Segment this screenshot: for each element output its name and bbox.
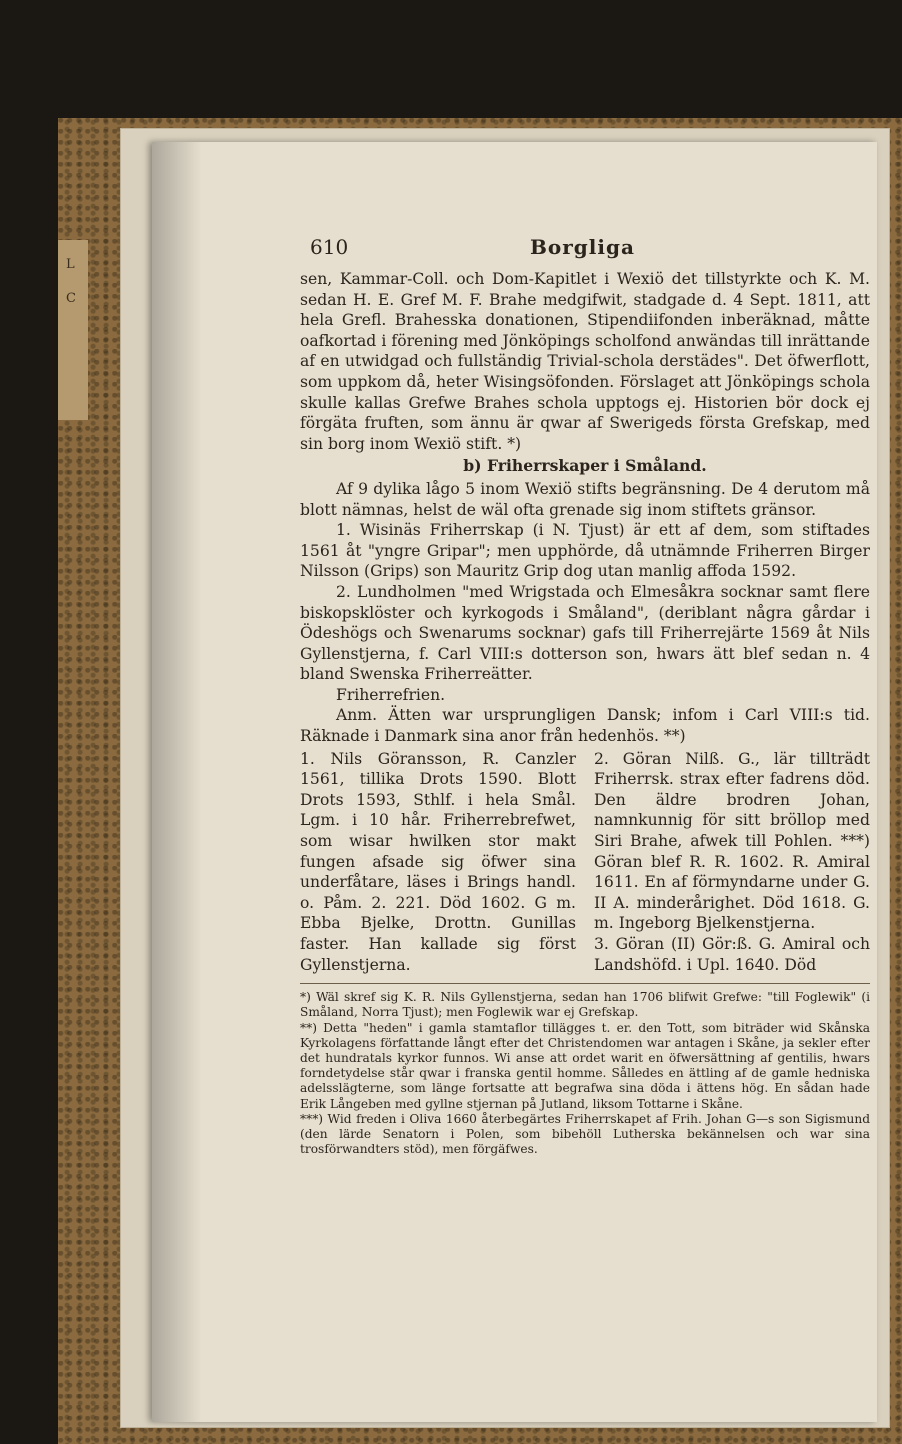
footnote: **) Detta "heden" i gamla stamtaflor tillägges t. er. den Tott, som biträder wid Skånska Kyrkolagens författande långt efter det Christendomen war antagen i Skåne, ja sekler efter det hundratals kyrkor funnos. Wi anse att ordet warit en öfwersättning af gentilis, hwars forndetydelse står qwar i franska gentil homme. Sålledes en ättling af de gamle hedniska adelsslägterne, som länge fortsatte att begrafwa sina döda i ättens hög. En sådan hade Erik Långeben med gyllne stjernan på Jutland, liksom Tottarne i Skåne. bbox=[300, 1020, 870, 1111]
paragraph: sen, Kammar-Coll. och Dom-Kapitlet i Wexiö det tillstyrkte och K. M. sedan H. E. Gref M. F. Brahe medgifwit, stadgade d. 4 Sept. 1811, att hela Grefl. Brahesska donationen, Stipendiifonden inberäknad, måtte oafkortad i förening med Jönköpings scholfond anwändas till inrättande af en utwidgad och fullständig Trivial-schola derstädes". Det öfwerflott, som uppkom då, heter Wisingsöfonden. Förslaget att Jönköpings schola skulle kallas Grefwe Brahes schola upptogs ej. Historien bör dock ej förgäta fruften, som ännu är qwar af Swerigeds första Grefskap, med sin borg inom Wexiö stift. *) bbox=[300, 270, 870, 453]
two-column-list bbox=[300, 749, 870, 976]
body-text bbox=[300, 269, 870, 1157]
footnote-rule bbox=[300, 983, 870, 984]
paragraph: Friherrefrien. bbox=[336, 685, 446, 704]
paragraph: Af 9 dylika lågo 5 inom Wexiö stifts begränsning. De 4 derutom må blott nämnas, helst de wäl ofta grenade sig inom stiftets gränsor. bbox=[300, 479, 870, 519]
column-right bbox=[594, 749, 870, 976]
footnote: *) Wäl skref sig K. R. Nils Gyllenstjerna, sedan han 1706 blifwit Grefwe: "till Foglewik" (i Småland, Norra Tjust); men Foglewik war ej Grefskap. bbox=[300, 990, 870, 1020]
column-left bbox=[300, 749, 576, 976]
list-item: 2. Göran Nilß. G., lär tillträdt Friherrsk. strax efter fadrens död. Den äldre brodren Johan, namnkunnig för sitt bröllop med Siri Brahe, afwek till Pohlen. ***) Göran blef R. R. 1602. R. Amiral 1611. En af förmyndarne under G. II A. minderårighet. Död 1618. G. m. Ingeborg Bjelkenstjerna. bbox=[594, 749, 870, 933]
page-header bbox=[300, 235, 870, 269]
list-item: 3. Göran (II) Gör:ß. G. Amiral och Landshöfd. i Upl. 1640. Död bbox=[594, 935, 870, 974]
running-head: Borgliga bbox=[530, 235, 635, 259]
gutter-shadow bbox=[152, 142, 202, 1422]
footnote: ***) Wid freden i Oliva 1660 återbegärtes Friherrskapet af Frih. Johan G—s son Sigismund (den lärde Senatorn i Polen, som bibehöll Lutherska bekännelsen och war sina trosförwandters stöd), men förgäfwes. bbox=[300, 1111, 870, 1157]
section-title: b) Friherrskaper i Småland. bbox=[463, 456, 707, 476]
paragraph: 1. Wisinäs Friherrskap (i N. Tjust) är ett af dem, som stiftades 1561 åt "yngre Gripar"; men upphörde, då utnämnde Friherren Birger Nilsson (Grips) son Mauritz Grip dog utan manlig affoda 1592. bbox=[300, 521, 870, 581]
page-text bbox=[300, 235, 870, 1157]
page-number: 610 bbox=[310, 235, 349, 259]
paragraph: 2. Lundholmen "med Wrigstada och Elmesåkra socknar samt flere biskopsklöster och kyrkogods i Småland", (deriblant några gårdar i Ödeshögs och Swenarums socknar) gafs till Friherrejärte 1569 åt Nils Gyllenstjerna, f. Carl VIII:s dotterson son, hwars ätt blef sedan n. 4 bland Swenska Friherreätter. bbox=[300, 582, 870, 684]
paragraph: Anm. Ätten war ursprungligen Dansk; infom i Carl VIII:s tid. Räknade i Danmark sina anor från hedenhös. **) bbox=[300, 706, 870, 746]
spine-label bbox=[58, 240, 88, 420]
list-item: 1. Nils Göransson, R. Canzler 1561, tillika Drots 1590. Blott Drots 1593, Sthlf. i hela Smål. Lgm. i 10 hår. Friherrebrefwet, som wisar hwilken stor makt fungen afsade sig öfwer sina underfåtare, läses i Brings handl. o. Påm. 2. 221. Död 1602. G m. Ebba Bjelke, Drottn. Gunillas faster. Han kallade sig först Gyllenstjerna. bbox=[300, 749, 576, 974]
footnotes bbox=[300, 990, 870, 1157]
spine-label-text: L C bbox=[66, 257, 76, 306]
